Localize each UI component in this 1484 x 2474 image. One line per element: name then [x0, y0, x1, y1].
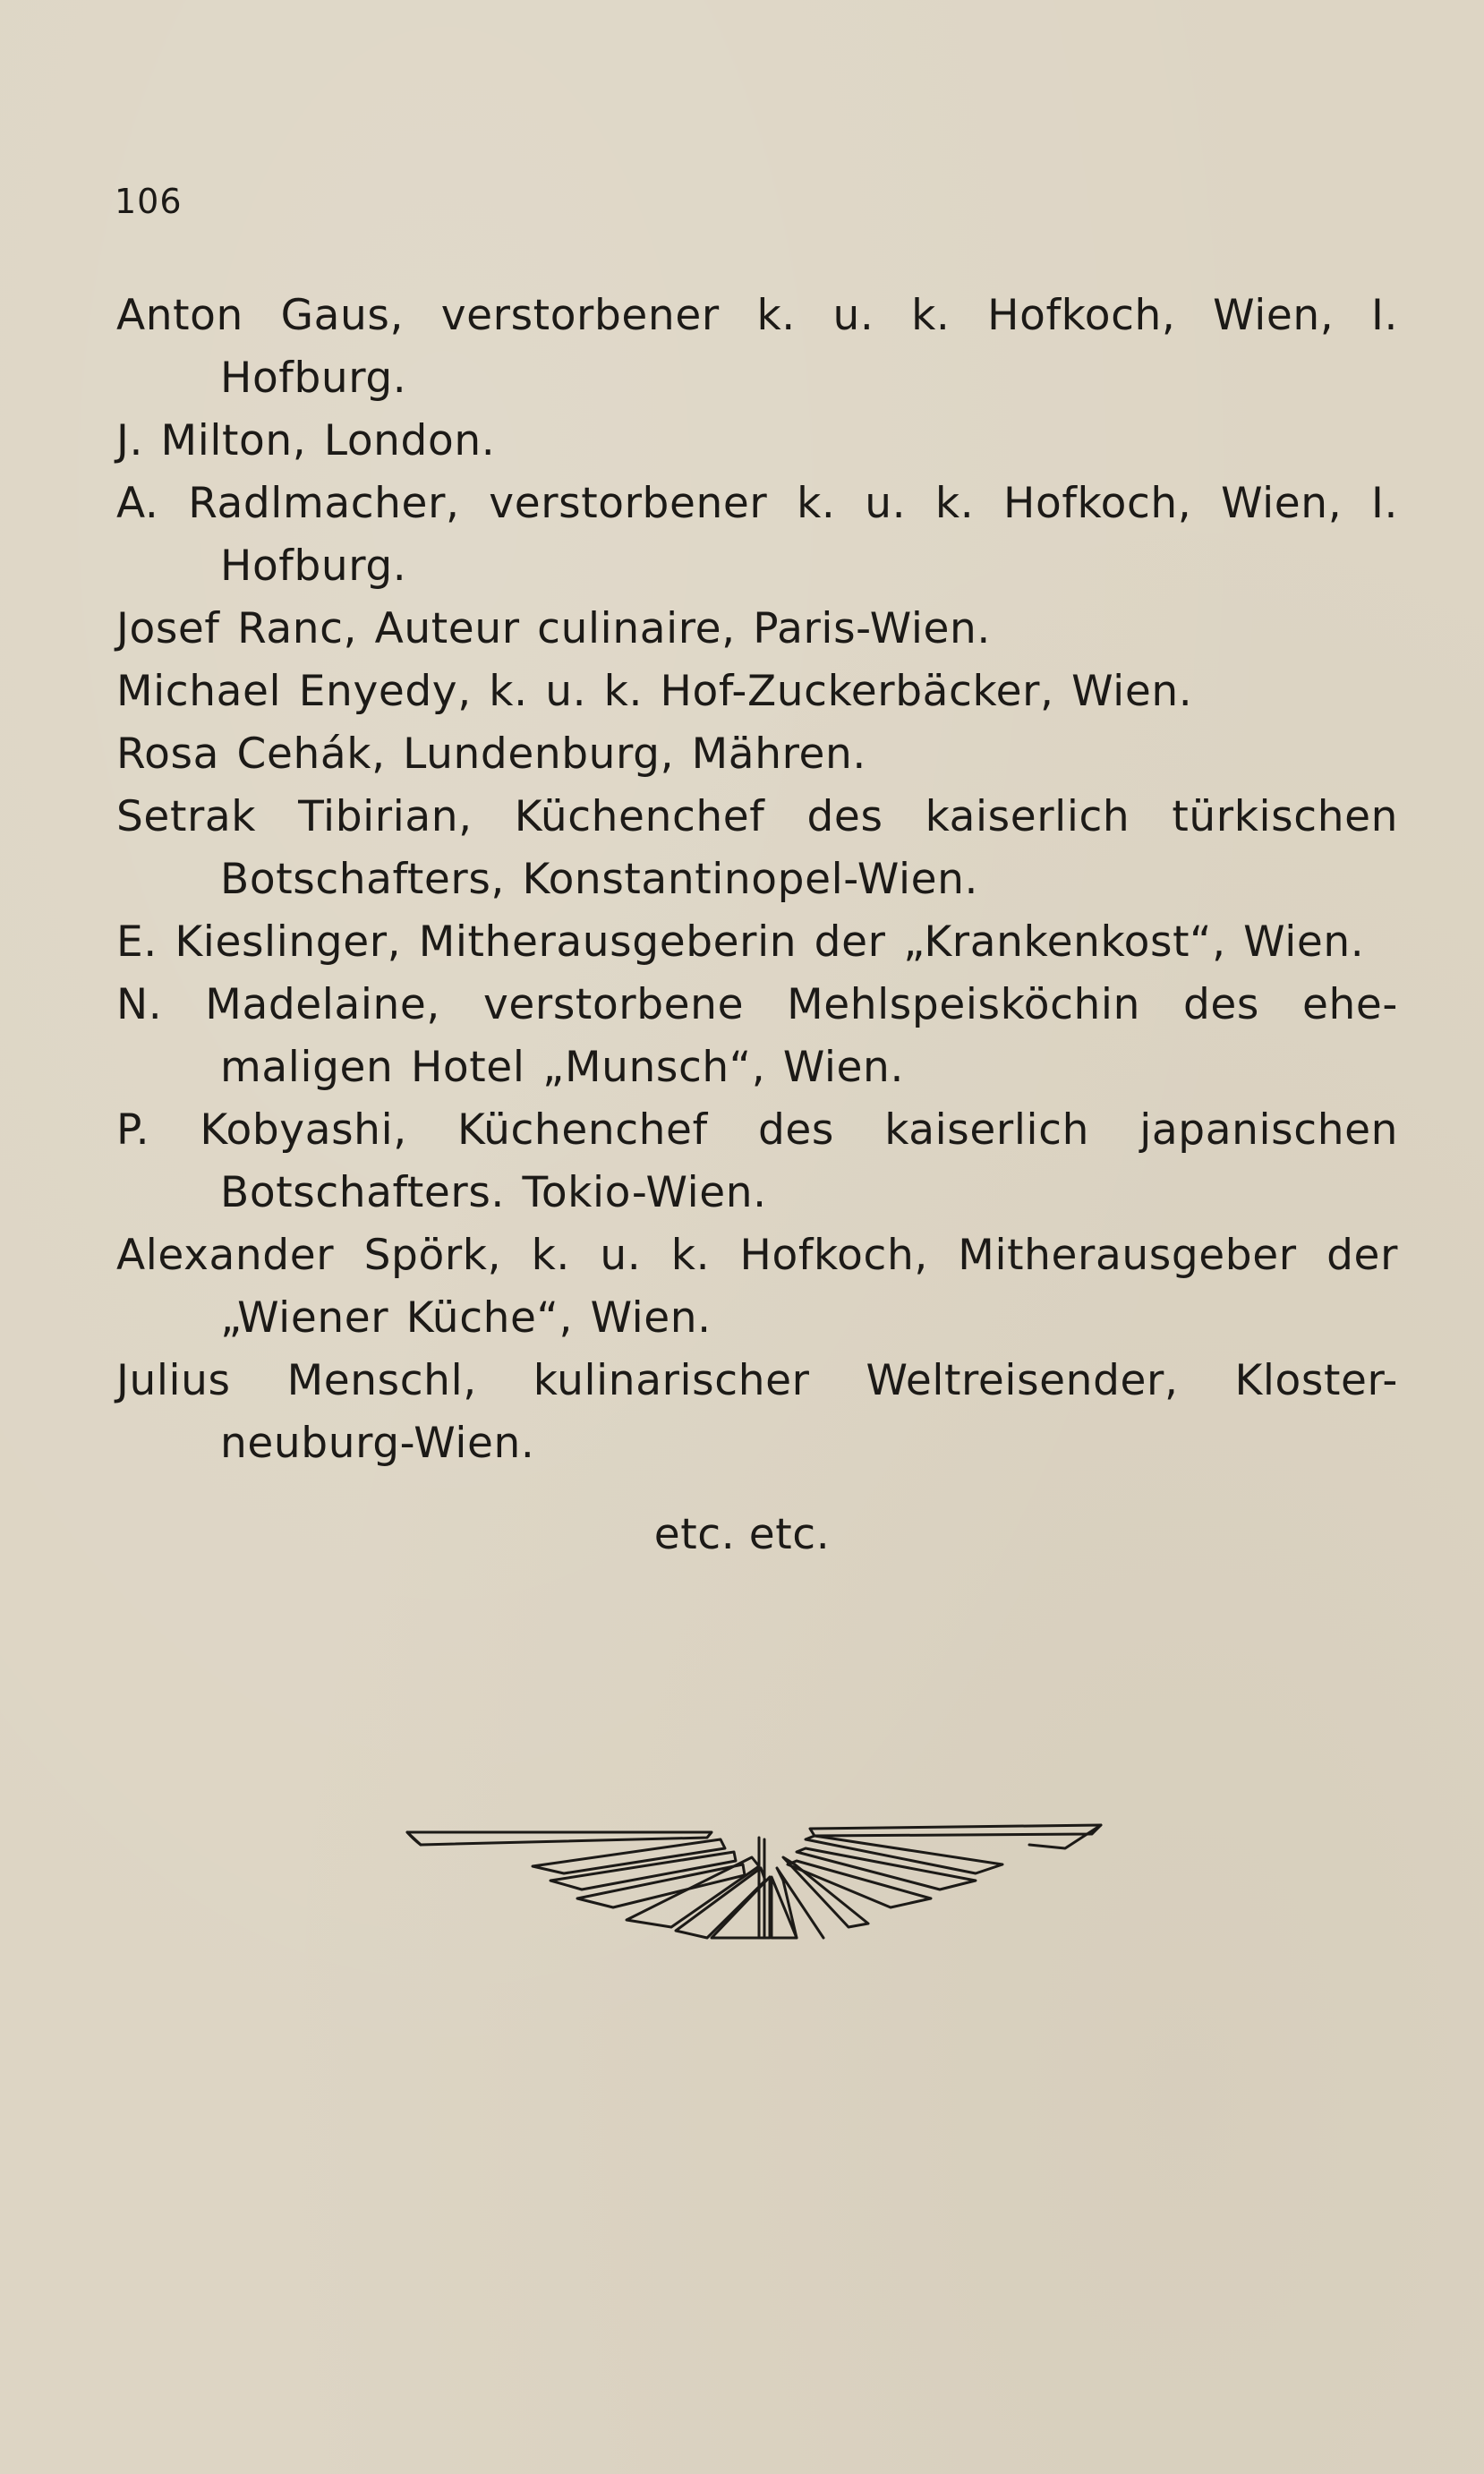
contributor-entry: Setrak Tibirian, Küchenchef des kaiserlich türkischen Botschafters, Konstantinopel-Wien. [116, 792, 1398, 904]
contributor-entry: Julius Menschl, kulinarischer Weltreisender, Kloster-neuburg-Wien. [116, 1356, 1398, 1468]
contributor-entry: N. Madelaine, verstorbene Mehlspeisköchin des ehe-maligen Hotel „Munsch“, Wien. [116, 980, 1398, 1092]
contributor-entry: A. Radlmacher, verstorbener k. u. k. Hofkoch, Wien, I. Hofburg. [116, 479, 1398, 591]
contributor-entry: Josef Ranc, Auteur culinaire, Paris-Wien. [116, 604, 991, 653]
contributor-entry: E. Kieslinger, Mitherausgeberin der „Krankenkost“, Wien. [116, 917, 1365, 967]
contributor-entry: Rosa Cehák, Lundenburg, Mähren. [116, 729, 866, 779]
contributor-entry: P. Kobyashi, Küchenchef des kaiserlich japanischen Botschafters. Tokio-Wien. [116, 1105, 1398, 1217]
fleuron-ornament-icon [403, 1813, 1105, 1942]
contributor-list [116, 285, 1398, 1475]
contributor-entry: Michael Enyedy, k. u. k. Hof-Zuckerbäcker, Wien. [116, 667, 1193, 716]
contributor-entry: Anton Gaus, verstorbener k. u. k. Hofkoch, Wien, I. Hofburg. [116, 291, 1398, 403]
contributor-entry: J. Milton, London. [116, 416, 496, 465]
page-number: 106 [115, 182, 183, 221]
closing-etc: etc. etc. [653, 1510, 831, 1559]
contributor-entry: Alexander Spörk, k. u. k. Hofkoch, Mitherausgeber der „Wiener Küche“, Wien. [116, 1231, 1398, 1343]
